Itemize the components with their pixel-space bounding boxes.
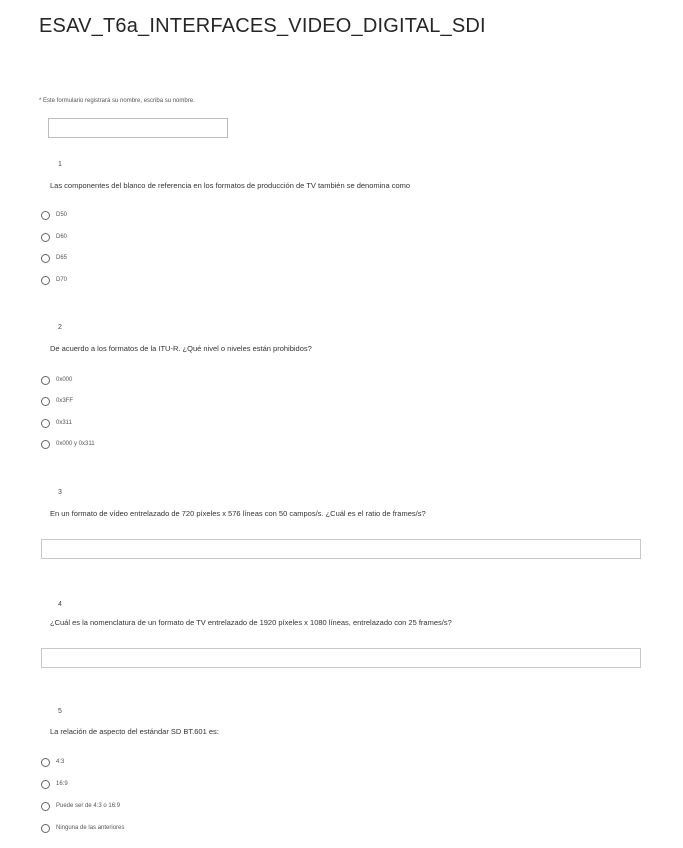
name-intro-text: * Este formulario registrará su nombre, escriba su nombre. — [39, 98, 195, 104]
question-1-option-3[interactable] — [41, 252, 67, 264]
question-2-option-2[interactable] — [41, 395, 73, 407]
question-2-option-4[interactable] — [41, 438, 95, 450]
question-1-number: 1 — [58, 161, 62, 168]
question-4-text: ¿Cuál es la nomenclatura de un formato de TV entrelazado de 1920 píxeles x 1080 líneas, entrelazado con 25 frames/s? — [50, 618, 452, 627]
question-2-number: 2 — [58, 324, 62, 331]
question-3-answer-input[interactable] — [41, 539, 641, 559]
radio-button-icon[interactable] — [41, 254, 50, 263]
question-1-text: Las componentes del blanco de referencia en los formatos de producción de TV también se denomina como — [50, 181, 411, 190]
question-5-option-1[interactable] — [41, 756, 64, 768]
radio-button-icon[interactable] — [41, 376, 50, 385]
option-label: 4:3 — [56, 759, 65, 765]
option-label: D60 — [56, 234, 68, 240]
option-label: Ninguna de las anteriores — [56, 825, 125, 831]
option-label: Puede ser de 4:3 o 16:9 — [56, 803, 121, 809]
radio-button-icon[interactable] — [41, 802, 50, 811]
radio-button-icon[interactable] — [41, 233, 50, 242]
question-5-option-3[interactable] — [41, 800, 120, 812]
radio-button-icon[interactable] — [41, 758, 50, 767]
option-label: 0x3FF — [56, 398, 74, 404]
option-label: 0x000 — [56, 377, 73, 383]
question-5-option-4[interactable] — [41, 822, 124, 834]
question-3-text: En un formato de vídeo entrelazado de 720 píxeles x 576 líneas con 50 campos/s. ¿Cuál es el ratio de frames/s? — [50, 509, 426, 518]
question-2-option-1[interactable] — [41, 374, 72, 386]
option-label: D50 — [56, 212, 68, 218]
radio-button-icon[interactable] — [41, 440, 50, 449]
radio-button-icon[interactable] — [41, 397, 50, 406]
question-4-answer-input[interactable] — [41, 648, 641, 668]
option-label: 0x000 y 0x311 — [56, 441, 95, 447]
radio-button-icon[interactable] — [41, 276, 50, 285]
radio-button-icon[interactable] — [41, 419, 50, 428]
question-2-text: De acuerdo a los formatos de la ITU-R. ¿Qué nivel o niveles están prohibidos? — [50, 344, 312, 353]
option-label: 16:9 — [56, 781, 68, 787]
name-input[interactable] — [48, 118, 228, 138]
question-5-text: La relación de aspecto del estándar SD BT.601 es: — [50, 727, 219, 736]
radio-button-icon[interactable] — [41, 824, 50, 833]
question-1-option-2[interactable] — [41, 231, 67, 243]
question-5-number: 5 — [58, 708, 62, 715]
option-label: 0x311 — [56, 420, 72, 426]
question-3-number: 3 — [58, 489, 62, 496]
option-label: D70 — [56, 277, 68, 283]
question-5-option-2[interactable] — [41, 778, 68, 790]
radio-button-icon[interactable] — [41, 780, 50, 789]
radio-button-icon[interactable] — [41, 211, 50, 220]
question-2-option-3[interactable] — [41, 417, 72, 429]
question-1-option-4[interactable] — [41, 274, 67, 286]
option-label: D65 — [56, 255, 68, 261]
question-1-option-1[interactable] — [41, 209, 67, 221]
form-title: ESAV_T6a_INTERFACES_VIDEO_DIGITAL_SDI — [39, 15, 486, 37]
question-4-number: 4 — [58, 601, 62, 608]
